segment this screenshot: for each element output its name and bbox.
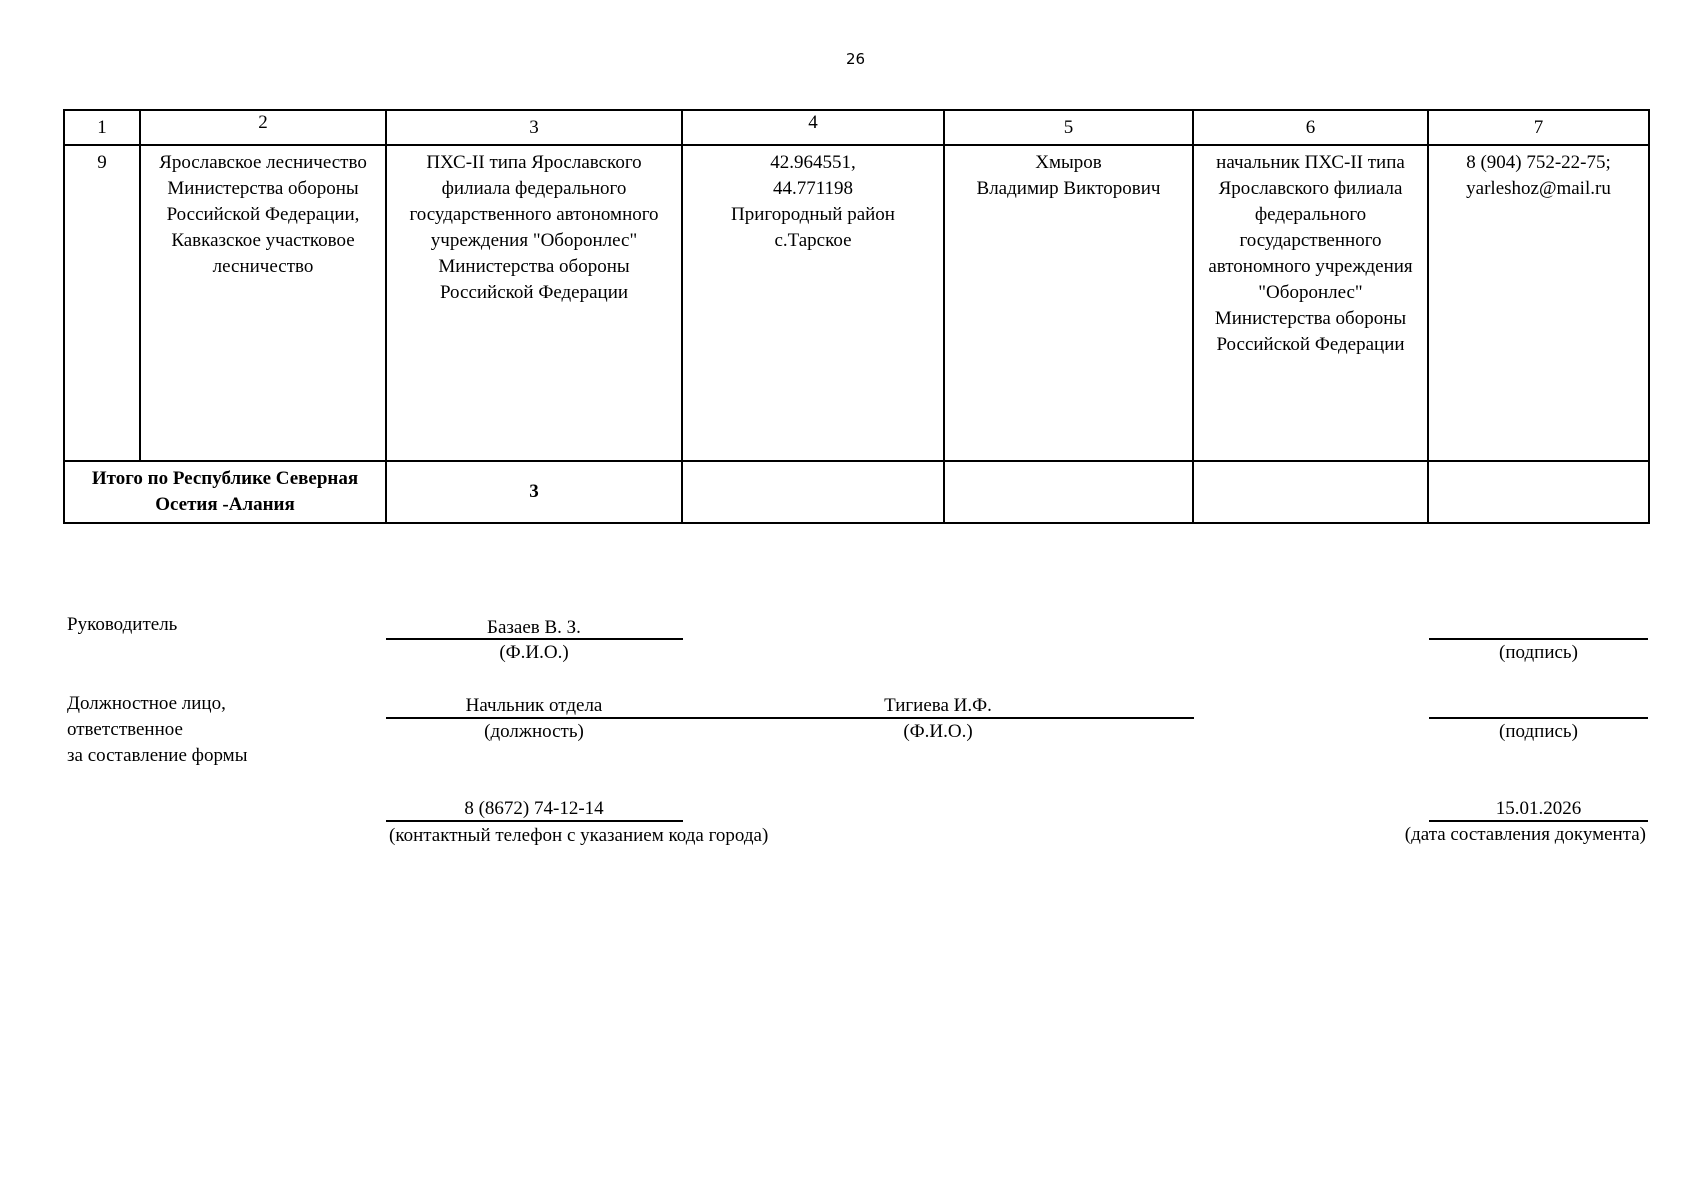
cell-line: Пригородный район	[731, 204, 895, 225]
responsible-name: Тигиева И.Ф.	[884, 695, 992, 716]
header-cell: 5	[944, 110, 1193, 145]
responsible-name-caption: (Ф.И.О.)	[903, 721, 973, 742]
cell-line: начальник ПХС-II типа	[1216, 152, 1405, 173]
head-name-caption: (Ф.И.О.)	[499, 642, 569, 663]
cell-line: Владимир Викторович	[976, 178, 1161, 199]
header-cell: 6	[1193, 110, 1428, 145]
forest-station-table	[63, 109, 1650, 524]
cell-line: государственного	[1239, 230, 1382, 251]
head-signature-line	[1429, 638, 1648, 640]
total-row	[64, 461, 1649, 523]
date-caption: (дата составления документа)	[1404, 824, 1646, 845]
responsible-signature-line	[1429, 717, 1648, 719]
responsible-line	[386, 717, 1194, 719]
total-label-line: Осетия -Алания	[155, 494, 295, 515]
responsible-position: Начльник отдела	[465, 695, 603, 716]
head-name: Базаев В. З.	[487, 617, 581, 638]
header-cell: 7	[1428, 110, 1649, 145]
cell-line: Российской Федерации	[1216, 334, 1405, 355]
forestry-cell	[140, 145, 386, 461]
row-number-cell: 9	[64, 145, 140, 461]
cell-line: Министерства обороны	[1214, 308, 1407, 329]
header-cell: 2	[140, 110, 386, 145]
cell-line: Российской Федерации	[439, 282, 629, 303]
cell-line: федерального	[1254, 204, 1367, 225]
head-label: Руководитель	[67, 614, 178, 635]
cell-line: Ярославского филиала	[1218, 178, 1403, 199]
cell-line: лесничество	[212, 256, 314, 277]
phone-caption: (контактный телефон с указанием кода города)	[389, 825, 769, 846]
location-cell	[682, 145, 944, 461]
cell-line: "Оборонлес"	[1258, 282, 1363, 303]
position-cell	[1193, 145, 1428, 461]
head-name-line	[386, 638, 683, 640]
responsible-position-caption: (должность)	[484, 721, 584, 742]
cell-line: Министерства обороны	[438, 256, 630, 277]
total-label-line: Итого по Республике Северная	[91, 468, 359, 489]
cell-line: 42.964551,	[770, 152, 856, 173]
cell-line: Российской Федерации,	[166, 204, 360, 225]
cell-line: yarleshoz@mail.ru	[1466, 178, 1611, 199]
person-cell	[944, 145, 1193, 461]
empty-cell	[1428, 461, 1649, 523]
contact-phone: 8 (8672) 74-12-14	[464, 798, 604, 819]
page-number: 26	[845, 50, 866, 68]
cell-line: ПХС-II типа Ярославского	[426, 152, 642, 173]
empty-cell	[944, 461, 1193, 523]
responsible-signature-caption: (подпись)	[1499, 721, 1578, 742]
cell-line: Министерства обороны	[167, 178, 359, 199]
contact-cell	[1428, 145, 1649, 461]
cell-line: государственного автономного	[409, 204, 659, 225]
empty-cell	[1193, 461, 1428, 523]
empty-cell	[682, 461, 944, 523]
head-signature-caption: (подпись)	[1499, 642, 1578, 663]
cell-line: Ярославское лесничество	[159, 152, 367, 173]
cell-line: с.Тарское	[774, 230, 852, 251]
cell-line: Кавказское участковое	[171, 230, 355, 251]
header-cell: 3	[386, 110, 682, 145]
responsible-label-line3: за составление формы	[67, 745, 248, 766]
total-label	[64, 461, 386, 523]
cell-line: филиала федерального	[441, 178, 627, 199]
cell-line: учреждения "Оборонлес"	[430, 230, 638, 251]
responsible-label-line2: ответственное	[67, 719, 183, 740]
cell-line: 44.771198	[772, 178, 854, 199]
cell-line: 8 (904) 752-22-75;	[1466, 152, 1611, 173]
table-header-row	[64, 110, 1649, 145]
date-line	[1429, 820, 1648, 822]
responsible-label-line1: Должностное лицо,	[67, 693, 226, 714]
cell-line: автономного учреждения	[1208, 256, 1413, 277]
header-cell: 4	[682, 110, 944, 145]
table-row	[64, 145, 1649, 461]
station-cell	[386, 145, 682, 461]
phone-line	[386, 820, 683, 822]
document-date: 15.01.2026	[1495, 798, 1582, 819]
header-cell: 1	[64, 110, 140, 145]
total-value: 3	[386, 461, 682, 523]
cell-line: Хмыров	[1035, 152, 1102, 173]
